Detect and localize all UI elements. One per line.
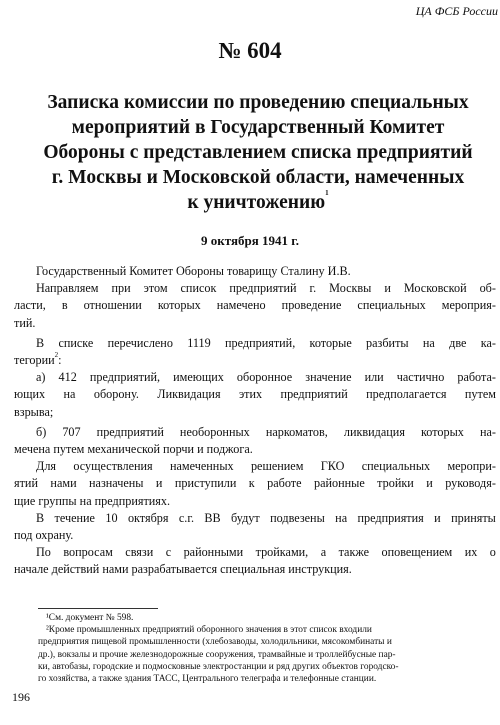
addressee-line: Государственный Комитет Обороны товарищу Сталину И.В. (36, 264, 351, 278)
document-body (14, 263, 496, 579)
body-line-with-note: тегории$^2$: (14, 351, 62, 368)
title-footnote-mark: 1 (325, 189, 329, 197)
document-date: 9 октября 1941 г. (201, 233, 299, 248)
body-line: а) 412 предприятий, имеющих оборонное значение или частично работа- (36, 370, 496, 385)
title-line: мероприятий в Государственный Комитет (71, 117, 445, 138)
document-title (20, 90, 496, 215)
title-line-last (20, 190, 496, 215)
body-line: под охрану. (14, 528, 74, 543)
footnote-line: го хозяйства, а также здания ТАСС, Центрального телеграфа и телефонные станции. (38, 674, 377, 685)
footnote-divider (38, 608, 158, 609)
title-line: Обороны с представлением списка предприятий (43, 142, 473, 163)
footnote-line: ²Кроме промышленных предприятий оборонного значения в этот список входили (46, 625, 372, 636)
body-line: тегории (14, 353, 55, 368)
body-line: ласти, в отношении которых намечено проведение специальных мероприя- (14, 298, 496, 313)
body-line: В течение 10 октября с.г. ВВ будут подвезены на предприятия и приняты (36, 510, 496, 525)
footnote-line: др.), вокзалы и прочие железнодорожные сооружения, трамвайные и троллейбусные пар- (38, 649, 396, 660)
document-number: № 604 (218, 38, 282, 63)
body-line: щие группы на предприятиях. (14, 493, 171, 508)
footnote-line: предприятия пищевой промышленности (хлебозаводы, холодильники, мясокомбинаты и (38, 637, 392, 648)
body-line: тий. (14, 315, 36, 330)
body-line: В списке перечислено 1119 предприятий, которые разбиты на две ка- (36, 335, 496, 350)
title-line: Записка комиссии по проведению специальных (47, 92, 469, 113)
title-line: к уничтожению (187, 192, 326, 213)
body-line: По вопросам связи с районными тройками, а также оповещением их о (36, 545, 496, 560)
footnote-line: ¹См. документ № 598. (46, 613, 134, 623)
body-line: мечена путем механической порчи и поджога. (14, 442, 253, 457)
body-line: взрыва; (14, 404, 54, 419)
footnotes (38, 612, 496, 685)
body-line: ющих на оборону. Ликвидация этих предприятий предполагается путем (14, 387, 496, 402)
body-footnote-mark: 2 (54, 351, 59, 360)
title-line: г. Москвы и Московской области, намеченных (51, 167, 465, 188)
page-number: 196 (12, 690, 30, 704)
body-line: начале действий нами разрабатывается специальная инструкция. (14, 562, 352, 577)
footnote-line: ки, автобазы, городские и подмосковные электростанции и ряд других объектов городско- (38, 661, 399, 672)
archive-label: ЦА ФСБ России (415, 4, 498, 18)
body-line: б) 707 предприятий необоронных наркоматов, ликвидация которых на- (36, 424, 496, 439)
body-line: Направляем при этом список предприятий г. Москвы и Московской об- (36, 281, 496, 296)
body-line: ятий нами назначены и приступили к работе районные тройки и руководя- (14, 476, 496, 491)
body-line: Для осуществления намеченных решением ГКО специальных меропри- (36, 459, 496, 474)
